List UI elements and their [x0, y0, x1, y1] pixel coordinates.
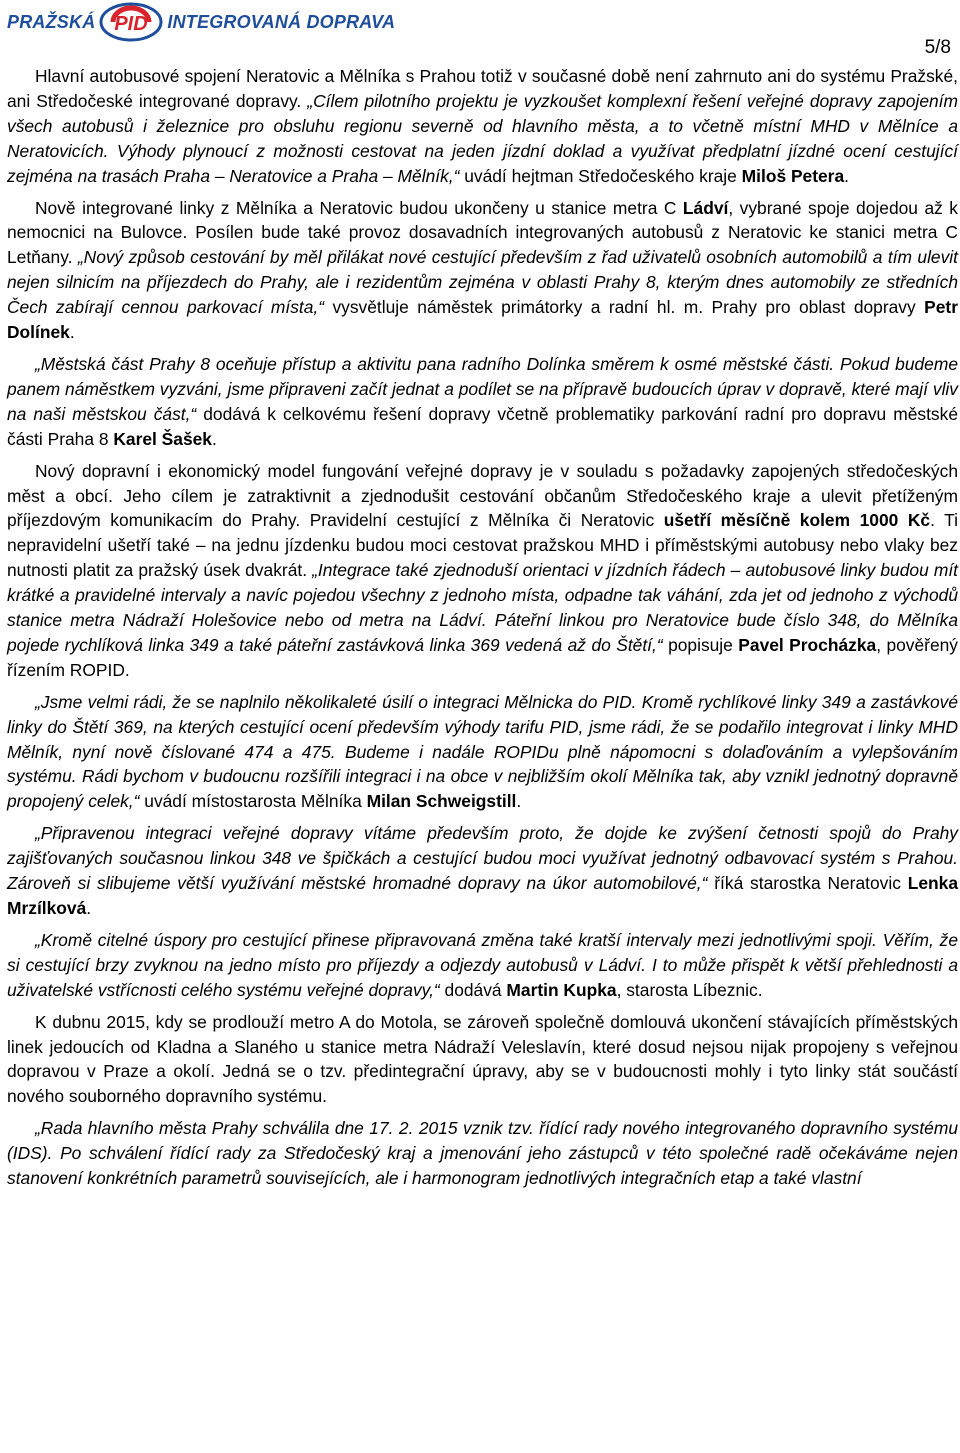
- text-run: .: [844, 165, 849, 186]
- text-run: dodává: [439, 979, 507, 1000]
- person-name: Ládví: [682, 197, 729, 218]
- text-run: dodává k celkovému řešení dopravy včetně problematiky parkování radní pro dopravu městské části Praha 8: [7, 403, 958, 449]
- paragraph: [7, 1010, 958, 1110]
- paragraph: [7, 821, 958, 921]
- logo-text-left: PRAŽSKÁ: [7, 11, 96, 32]
- paragraph: [7, 196, 958, 345]
- person-name: Martin Kupka: [506, 979, 617, 1000]
- quote-text: „Integrace také zjednoduší orientaci v jízdních řádech – autobusové linky budou mít krátké a pravidelné intervaly a navíc pojedou všechny z jednoho místa, odpadne tak váhání, zda jet od jednoho z východů stanice metra Nádraží Holešovice nebo od metra na Ládví. Páteřní linkou pro Neratovice bude číslo 348, do Mělníka pojede rychlíková linka 349 a také páteřní zastávková linka 369 vedená až do Štětí,“: [7, 560, 958, 655]
- text-run: , pověřený řízením ROPID.: [7, 634, 958, 680]
- text-run: K dubnu 2015, kdy se prodlouží metro A do Motola, se zároveň společně domlouvá ukončení stávajících příměstských linek jedoucích od Kladna a Slaného u stanice metra Nádraží Veleslavín, které dosud nejsou nijak propojeny s veřejnou dopravou v Praze a okolí. Jedná se o tzv. předintegrační úpravy, aby se v budoucnosti mohly i tyto linky stát součástí nového souborného dopravního systému.: [7, 1011, 958, 1107]
- paragraph: [7, 352, 958, 452]
- text-run: říká starostka Neratovic: [707, 873, 908, 894]
- pid-logo-icon: [99, 2, 163, 42]
- person-name: Petr Dolínek: [7, 297, 958, 343]
- person-name: ušetří měsíčně kolem 1000 Kč: [663, 510, 931, 531]
- quote-text: „Kromě citelné úspory pro cestující přinese připravovaná změna také kratší intervaly mezi jednotlivými spoji. Věřím, že si cestující brzy zvyknou na jedno místo pro příjezdy a odjezdy autobusů v Ládví. I to může přispět k větší přehlednosti a uživatelské vstřícnosti celého systému veřejné dopravy,“: [7, 929, 958, 1000]
- person-name: Milan Schweigstill: [366, 791, 517, 812]
- quote-text: „Připravenou integraci veřejné dopravy vítáme především proto, že dojde ke zvýšení četnosti spojů do Prahy zajišťovaných současnou linkou 348 ve špičkách a cestující budou moci využívat jednotný odbavovací systém s Prahou. Zároveň si slibujeme větší využívání městské hromadné dopravy na úkor automobilové,“: [7, 823, 958, 894]
- paragraph: [7, 928, 958, 1003]
- paragraph: [7, 1116, 958, 1191]
- text-run: . Ti nepravidelní ušetří také – na jednu jízdenku budou moci cestovat pražskou MHD i příměstskými autobusy nebo vlaky bez nutnosti platit za pražský úsek dvakrát.: [7, 510, 958, 581]
- quote-text: „Nový způsob cestování by měl přilákat nové cestující především z řad uživatelů osobních automobilů a tím ulevit nejen silnicím na příjezdech do Prahy, ale i rezidentům zejména v oblasti Prahy 8, kterým dnes automobily ze středních Čech zabírají cennou parkovací místa,“: [7, 247, 958, 318]
- quote-text: „Jsme velmi rádi, že se naplnilo několikaleté úsilí o integraci Mělnicka do PID. Kromě rychlíkové linky 349 a zastávkové linky do Štětí 369, na kterých cestující ocení především výhody tarifu PID, jsme rádi, že se podařilo integrovat i linky MHD Mělník, nyní nově číslované 474 a 475. Budeme i nadále ROPIDu plně nápomocni s dolaďováním a vylepšováním systému. Rádi bychom v budoucnu rozšířili integraci i na obce v nejbližším okolí Mělníka tak, aby vznikl jednotný dopravně propojený celek,“: [7, 691, 958, 812]
- text-run: .: [516, 791, 522, 812]
- text-run: .: [69, 322, 75, 343]
- document-body: [7, 64, 958, 1198]
- paragraph: [7, 64, 958, 189]
- person-name: Miloš Petera: [741, 165, 845, 186]
- quote-text: „Rada hlavního města Prahy schválila dne 17. 2. 2015 vznik tzv. řídící rady nového integrovaného dopravního systému (IDS). Po schválení řídící rady za Středočeský kraj a jmenování jeho zástupců v této společné radě očekáváme nejen stanovení konkrétních parametrů souvisejících, ale i harmonogram jednotlivých integračních etap a také vlastní: [7, 1118, 958, 1189]
- text-run: vysvětluje náměstek primátorky a radní hl. m. Prahy pro oblast dopravy: [324, 297, 925, 318]
- logo-text-right: INTEGROVANÁ DOPRAVA: [167, 11, 396, 32]
- text-run: Nově integrované linky z Mělníka a Neratovic budou ukončeny u stanice metra C: [35, 197, 683, 218]
- text-run: uvádí místostarosta Mělníka: [139, 791, 367, 812]
- pid-logo-text: PID: [114, 13, 149, 35]
- text-run: Hlavní autobusové spojení Neratovic a Mělníka s Prahou totiž v současné době není zahrnuto ani do systému Pražské, ani Středočeské integrované dopravy.: [7, 66, 958, 111]
- text-run: .: [86, 898, 92, 918]
- text-run: .: [211, 428, 217, 449]
- text-run: uvádí hejtman Středočeského kraje: [459, 165, 742, 186]
- quote-text: „Městská část Prahy 8 oceňuje přístup a aktivitu pana radního Dolínka směrem k osmé městské části. Pokud budeme panem náměstkem vyzváni, jsme připraveni začít jednat a podílet se na přípravě budoucích úprav v dopravě, které mají vliv na naši městskou část,“: [7, 353, 958, 424]
- page-header: [7, 2, 395, 42]
- paragraph: [7, 690, 958, 815]
- text-run: , starosta Líbeznic.: [616, 979, 763, 1000]
- text-run: popisuje: [662, 634, 739, 655]
- page-number: 5/8: [924, 37, 951, 58]
- person-name: Karel Šašek: [113, 428, 212, 449]
- quote-text: „Cílem pilotního projektu je vyzkoušet komplexní řešení veřejné dopravy zapojením všech autobusů i železnice pro obsluhu regionu severně od hlavního města, a to včetně místní MHD v Mělníce a Neratovicích. Výhody plynoucí z možnosti cestovat na jeden jízdní doklad a využívat předplatní jízdné ocení cestující zejména na trasách Praha – Neratovice a Praha – Mělník,“: [7, 90, 958, 186]
- paragraph: [7, 459, 958, 683]
- text-run: Nový dopravní i ekonomický model fungování veřejné dopravy je v souladu s požadavky zapojených středočeských měst a obcí. Jeho cílem je zatraktivnit a zjednodušit cestování občanům Středočeského kraje a ulevit přetíženým příjezdovým komunikacím do Prahy. Pravidelní cestující z Mělníka či Neratovic: [7, 460, 958, 531]
- text-run: , vybrané spoje dojedou až k nemocnici na Bulovce. Posílen bude také provoz dosavadních integrovaných autobusů z Neratovic ke stanici metra C Letňany.: [7, 197, 958, 268]
- person-name: Pavel Procházka: [738, 634, 877, 655]
- person-name: Lenka Mrzílková: [7, 873, 958, 918]
